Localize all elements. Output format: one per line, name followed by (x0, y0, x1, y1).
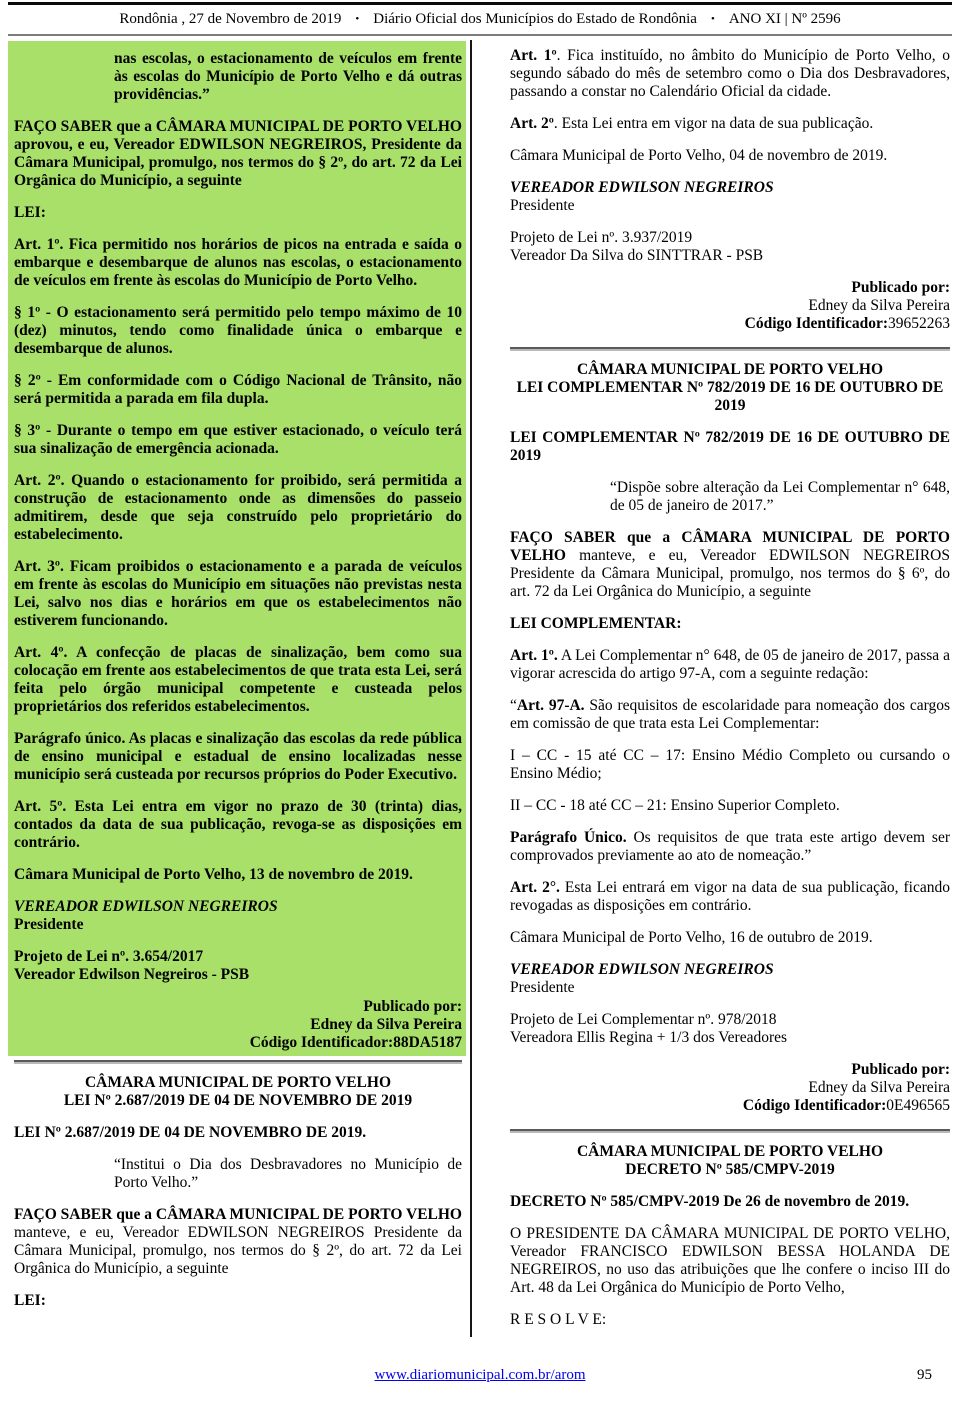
paragraph (510, 147, 950, 165)
quote-paragraph (610, 479, 950, 515)
text-run: LEI COMPLEMENTAR: (510, 615, 682, 632)
paragraph (14, 866, 462, 884)
text-line: Projeto de Lei nº. 3.654/2017 (14, 948, 204, 965)
text-line: Publicado por: (851, 279, 950, 296)
text-run: Art. 1º (510, 47, 557, 64)
text-run: “ (510, 697, 517, 714)
quote-paragraph (114, 50, 462, 104)
text-line: Presidente (510, 197, 575, 214)
header-bullet-icon: • (355, 13, 360, 25)
text-run: nas escolas, o estacionamento de veículos em frente às escolas do Município de Porto Velho e dá outras providências.” (114, 50, 462, 103)
text-line: DECRETO Nº 585/CMPV-2019 (625, 1161, 835, 1178)
text-run: Art. 97-A. (516, 697, 585, 714)
info-lines (510, 1011, 950, 1047)
text-run: § 2º - Em conformidade com o Código Nacional de Trânsito, não será permitida a parada em fila dupla. (14, 372, 462, 407)
text-line: LEI COMPLEMENTAR Nº 782/2019 DE 16 DE OUTUBRO DE 2019 (516, 379, 944, 414)
text-run: Art. 4º. A confecção de placas de sinalização, bem como sua colocação em frente aos estabelecimentos de que trata esta Lei, será feita pelo órgão municipal competente e custeada pelos proprietários dos referidos estabelecimentos. (14, 644, 462, 715)
text-run: manteve, e eu, Vereador EDWILSON NEGREIROS Presidente da Câmara Municipal, promulgo, nos termos do § 2º, do art. 72 da Lei Orgânica do Município, a seguinte (14, 1224, 462, 1277)
page-body (8, 41, 952, 1343)
text-line: Projeto de Lei nº. 3.937/2019 (510, 229, 693, 246)
text-line: Presidente (14, 916, 84, 933)
paragraph (510, 1225, 950, 1297)
text-run: Câmara Municipal de Porto Velho, 04 de novembro de 2019. (510, 147, 888, 164)
text-run: “Dispõe sobre alteração da Lei Complementar n° 648, de 05 de janeiro de 2017.” (610, 479, 950, 514)
paragraph (510, 429, 950, 465)
text-run: § 1º - O estacionamento será permitido pelo tempo máximo de 10 (dez) minutos, tendo como finalidade única o embarque e desembarque de alunos. (14, 304, 462, 357)
text-run: . Esta Lei entra em vigor na data de sua publicação. (553, 115, 874, 132)
text-run: LEI Nº 2.687/2019 DE 04 DE NOVEMBRO DE 2019. (14, 1124, 367, 1141)
signatory-name: VEREADOR EDWILSON NEGREIROS (510, 179, 774, 196)
paragraph (510, 1311, 950, 1329)
text-line: LEI Nº 2.687/2019 DE 04 DE NOVEMBRO DE 2019 (63, 1092, 413, 1109)
text-run: Câmara Municipal de Porto Velho, 13 de novembro de 2019. (14, 866, 413, 883)
text-line: Edney da Silva Pereira (310, 1016, 462, 1033)
paragraph (510, 697, 950, 733)
section-heading (510, 1143, 950, 1179)
signature-block (510, 179, 950, 215)
text-run: I – CC - 15 até CC – 17: Ensino Médio Completo ou cursando o Ensino Médio; (510, 747, 950, 782)
section-heading (510, 361, 950, 415)
publication-credit (510, 1061, 950, 1115)
left-column-highlight (8, 41, 466, 1056)
right-column (510, 41, 950, 1343)
text-run: FAÇO SABER que a CÂMARA MUNICIPAL DE PORTO VELHO (14, 1206, 462, 1223)
identifier-label: Código Identificador: (249, 1034, 394, 1051)
paragraph (14, 372, 462, 408)
identifier-line: Código Identificador:88DA5187 (249, 1034, 462, 1051)
publication-credit (14, 998, 462, 1052)
signatory-name: VEREADOR EDWILSON NEGREIROS (14, 898, 278, 915)
identifier-line: Código Identificador:39652263 (744, 315, 950, 332)
text-run: . Fica instituído, no âmbito do Município de Porto Velho, o segundo sábado do mês de setembro como o Dia dos Desbravadores, passando a constar no Calendário Oficial da cidade. (510, 47, 950, 100)
text-line: Projeto de Lei Complementar nº. 978/2018 (510, 1011, 777, 1028)
left-column-rest (8, 1060, 466, 1310)
paragraph (14, 472, 462, 544)
paragraph (510, 797, 950, 815)
text-run: Art. 5º. Esta Lei entra em vigor no prazo de 30 (trinta) dias, contados da data de sua publicação, revoga-se as disposições em contrário. (14, 798, 462, 851)
paragraph (14, 236, 462, 290)
text-line: Vereadora Ellis Regina + 1/3 dos Vereadores (510, 1029, 788, 1046)
signature-block (510, 961, 950, 997)
publication-credit (510, 279, 950, 333)
text-run: FAÇO SABER que a CÂMARA MUNICIPAL DE PORTO VELHO aprovou, e eu, Vereador EDWILSON NEGREIROS, Presidente da Câmara Municipal, promulgo, nos termos do § 2º, do art. 72 da Lei Orgânica do Município, a seguinte (14, 118, 462, 189)
section-separator (510, 347, 950, 351)
header-edition: ANO XI | Nº 2596 (728, 11, 841, 27)
text-run: DECRETO Nº 585/CMPV-2019 De 26 de novembro de 2019. (510, 1193, 910, 1210)
page-footer (0, 1366, 960, 1384)
text-run: Art. 1º. (510, 647, 558, 664)
paragraph (510, 529, 950, 601)
signature-block (14, 898, 462, 934)
paragraph (14, 304, 462, 358)
text-run: manteve, e eu, Vereador EDWILSON NEGREIROS Presidente da Câmara Municipal, promulgo, nos termos do § 6º, do art. 72 da Lei Orgânica do Município, a seguinte (510, 547, 950, 600)
text-run: Art. 2°. (510, 879, 560, 896)
text-run: R E S O L V E: (510, 1311, 607, 1328)
text-run: § 3º - Durante o tempo em que estiver estacionado, o veículo terá sua sinalização de emergência acionada. (14, 422, 462, 457)
text-line: Vereador Da Silva do SINTTRAR - PSB (510, 247, 764, 264)
paragraph (14, 422, 462, 458)
text-line: CÂMARA MUNICIPAL DE PORTO VELHO (576, 1143, 884, 1160)
info-lines (510, 229, 950, 265)
text-run: Art. 3º. Ficam proibidos o estacionamento e a parada de veículos em frente às escolas do Município em situações não previstas nesta Lei, salvo nos dias e horários em que os estabelecimentos não estiverem funcionando. (14, 558, 462, 629)
paragraph (14, 204, 462, 222)
text-run: Parágrafo único. As placas e sinalização das escolas da rede pública de ensino municipal e estadual de ensino localizadas nesse município será custeada por recursos próprios do Poder Executivo. (14, 730, 462, 783)
text-run: Parágrafo Único. (510, 829, 627, 846)
paragraph (510, 879, 950, 915)
text-run: LEI COMPLEMENTAR Nº 782/2019 DE 16 DE OUTUBRO DE 2019 (510, 429, 950, 464)
text-run: A Lei Complementar n° 648, de 05 de janeiro de 2017, passa a vigorar acrescida do artigo 97-A, com a seguinte redação: (510, 647, 951, 682)
column-divider (470, 40, 472, 1337)
signatory-name: VEREADOR EDWILSON NEGREIROS (510, 961, 774, 978)
paragraph (510, 747, 950, 783)
header-title: Diário Oficial dos Municípios do Estado de Rondônia (373, 11, 697, 27)
text-run: Esta Lei entrará em vigor na data de sua publicação, ficando revogadas as disposições em contrário. (510, 879, 950, 914)
paragraph (14, 558, 462, 630)
text-run: II – CC - 18 até CC – 21: Ensino Superior Completo. (510, 797, 840, 814)
text-run: “Institui o Dia dos Desbravadores no Município de Porto Velho.” (114, 1156, 462, 1191)
text-line: Vereador Edwilson Negreiros - PSB (14, 966, 250, 983)
text-line: Edney da Silva Pereira (808, 297, 950, 314)
paragraph (14, 798, 462, 852)
paragraph (14, 118, 462, 190)
quote-paragraph (114, 1156, 462, 1192)
text-run: São requisitos de escolaridade para nomeação dos cargos em comissão de que trata esta Lei Complementar: (510, 697, 950, 732)
text-run: O PRESIDENTE DA CÂMARA MUNICIPAL DE PORTO VELHO, Vereador FRANCISCO EDWILSON BESSA HOLANDA DE NEGREIROS, no uso das atribuições que lhe confere o inciso III do Art. 48 da Lei Orgânica do Município de Porto Velho, (510, 1225, 950, 1296)
text-line: Presidente (510, 979, 575, 996)
paragraph (14, 730, 462, 784)
header-bullet-icon: • (710, 13, 715, 25)
text-line: CÂMARA MUNICIPAL DE PORTO VELHO (576, 361, 884, 378)
identifier-label: Código Identificador: (742, 1097, 887, 1114)
paragraph (510, 115, 950, 133)
paragraph (14, 1206, 462, 1278)
text-run: FAÇO SABER que a CÂMARA MUNICIPAL DE PORTO VELHO (510, 529, 950, 564)
section-separator (510, 1129, 950, 1133)
text-run: Art. 1º. Fica permitido nos horários de picos na entrada e saída o embarque e desembarque de alunos nas escolas, o estacionamento de veículos em frente às escolas do Município de Porto Velho. (14, 236, 462, 289)
left-column (8, 41, 466, 1310)
text-run: Os requisitos de que trata este artigo devem ser comprovados previamente ao ato de nomeação.” (510, 829, 951, 864)
paragraph (510, 1193, 950, 1211)
text-run: LEI: (14, 1292, 46, 1309)
header-date: Rondônia , 27 de Novembro de 2019 (119, 11, 342, 27)
text-line: Publicado por: (851, 1061, 950, 1078)
info-lines (14, 948, 462, 984)
paragraph (510, 647, 950, 683)
text-run: Art. 2º. Quando o estacionamento for proibido, será permitida a construção de estacionamento onde as dimensões do passeio admitirem, desde que seja construído pelo proprietário do estabelecimento. (14, 472, 462, 543)
text-line: Publicado por: (363, 998, 462, 1015)
paragraph (14, 1292, 462, 1310)
page-number: 95 (917, 1367, 932, 1383)
paragraph (14, 644, 462, 716)
section-heading (14, 1074, 462, 1110)
text-line: Edney da Silva Pereira (808, 1079, 950, 1096)
identifier-label: Código Identificador: (744, 315, 888, 332)
paragraph (510, 615, 950, 633)
paragraph (510, 829, 950, 865)
text-run: LEI: (14, 204, 46, 221)
text-line: CÂMARA MUNICIPAL DE PORTO VELHO (84, 1074, 392, 1091)
paragraph (510, 929, 950, 947)
paragraph (510, 47, 950, 101)
text-run: Câmara Municipal de Porto Velho, 16 de outubro de 2019. (510, 929, 873, 946)
footer-link[interactable]: www.diariomunicipal.com.br/arom (374, 1367, 586, 1383)
identifier-line: Código Identificador:0E496565 (742, 1097, 950, 1114)
section-separator (14, 1060, 462, 1064)
text-run: Art. 2º (510, 115, 554, 132)
page-header (8, 2, 952, 36)
paragraph (14, 1124, 462, 1142)
